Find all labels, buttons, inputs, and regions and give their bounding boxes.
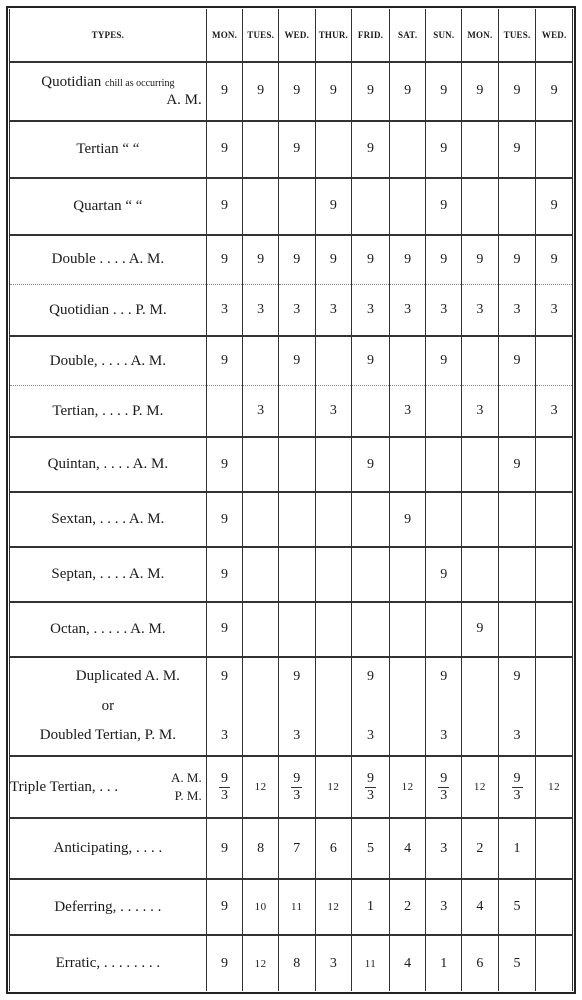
day-cell: 9 bbox=[278, 121, 315, 178]
day-cell: 3 bbox=[426, 818, 462, 879]
row-label bbox=[10, 437, 207, 492]
day-cell: 9 bbox=[243, 235, 279, 285]
day-cell bbox=[206, 696, 243, 717]
fraction-pm: 3 bbox=[513, 787, 521, 803]
day-cell bbox=[498, 386, 536, 438]
day-cell: 9 bbox=[498, 657, 536, 696]
day-cell bbox=[278, 696, 315, 717]
row-label bbox=[10, 756, 207, 818]
day-cell: 1 bbox=[498, 818, 536, 879]
day-cell: 9 bbox=[352, 336, 390, 386]
row-label-main: Triple Tertian, . . . bbox=[10, 778, 119, 795]
day-cell bbox=[389, 121, 426, 178]
header-row bbox=[10, 9, 573, 62]
day-cell bbox=[462, 717, 499, 756]
row-label bbox=[10, 657, 207, 696]
day-cell bbox=[243, 696, 279, 717]
day-cell: 2 bbox=[462, 818, 499, 879]
day-cell: 9 bbox=[315, 235, 352, 285]
header-day: SAT. bbox=[389, 9, 426, 62]
fraction bbox=[438, 771, 449, 804]
row-label-main: Quartan “ “ bbox=[73, 197, 143, 214]
day-cell bbox=[426, 602, 462, 657]
day-cell bbox=[462, 492, 499, 547]
day-cell: 9 bbox=[315, 62, 352, 121]
day-cell: 9 bbox=[206, 336, 243, 386]
day-cell: 9 bbox=[206, 602, 243, 657]
day-cell bbox=[315, 492, 352, 547]
day-cell: 11 bbox=[352, 935, 390, 991]
header-day: WED. bbox=[536, 9, 573, 62]
day-cell bbox=[206, 756, 243, 818]
day-cell bbox=[243, 492, 279, 547]
header-day: FRID. bbox=[352, 9, 390, 62]
day-cell bbox=[243, 121, 279, 178]
day-cell: 9 bbox=[426, 121, 462, 178]
day-cell: 9 bbox=[426, 547, 462, 602]
day-cell: 3 bbox=[426, 717, 462, 756]
day-cell bbox=[243, 602, 279, 657]
day-cell bbox=[462, 178, 499, 235]
row-label-main: Anticipating, . . . . bbox=[53, 840, 163, 857]
day-cell: 4 bbox=[389, 818, 426, 879]
day-cell: 9 bbox=[278, 657, 315, 696]
day-cell: 12 bbox=[243, 935, 279, 991]
day-cell: 9 bbox=[426, 62, 462, 121]
day-cell: 3 bbox=[498, 284, 536, 336]
day-cell: 9 bbox=[206, 818, 243, 879]
day-cell: 3 bbox=[426, 284, 462, 336]
day-cell: 9 bbox=[498, 62, 536, 121]
row-label-main: Septan, . . . . A. M. bbox=[51, 566, 165, 583]
day-cell bbox=[426, 437, 462, 492]
day-cell bbox=[278, 547, 315, 602]
day-cell bbox=[315, 121, 352, 178]
day-cell bbox=[243, 336, 279, 386]
day-cell: 3 bbox=[278, 717, 315, 756]
day-cell: 3 bbox=[498, 717, 536, 756]
day-cell bbox=[498, 602, 536, 657]
table-row-quotidian bbox=[10, 62, 573, 121]
table-row-sextan bbox=[10, 492, 573, 547]
fraction-pm: 3 bbox=[440, 787, 448, 803]
fraction-pm: 3 bbox=[367, 787, 375, 803]
row-label-main: Tertian, . . . . P. M. bbox=[52, 402, 164, 419]
header-types: TYPES. bbox=[10, 9, 207, 62]
row-label-main: Quotidian bbox=[41, 73, 102, 90]
row-label bbox=[10, 935, 207, 991]
day-cell bbox=[352, 492, 390, 547]
day-cell bbox=[462, 657, 499, 696]
table-row-duplicated-am bbox=[10, 657, 573, 696]
day-cell bbox=[536, 717, 573, 756]
day-cell: 3 bbox=[315, 284, 352, 336]
day-cell: 9 bbox=[206, 492, 243, 547]
day-cell: 9 bbox=[206, 62, 243, 121]
day-cell: 5 bbox=[498, 935, 536, 991]
day-cell: 12 bbox=[243, 756, 279, 818]
day-cell bbox=[389, 696, 426, 717]
day-cell: 5 bbox=[352, 818, 390, 879]
day-cell bbox=[352, 756, 390, 818]
row-label-ampm: A. M. bbox=[166, 91, 202, 108]
day-cell: 9 bbox=[243, 62, 279, 121]
day-cell bbox=[278, 437, 315, 492]
day-cell: 3 bbox=[315, 386, 352, 438]
day-cell bbox=[462, 696, 499, 717]
day-cell bbox=[536, 547, 573, 602]
fraction-pm: 3 bbox=[293, 787, 301, 803]
day-cell: 3 bbox=[462, 284, 499, 336]
day-cell bbox=[278, 602, 315, 657]
table-row-septan bbox=[10, 547, 573, 602]
row-label bbox=[10, 235, 207, 285]
day-cell bbox=[536, 437, 573, 492]
day-cell bbox=[243, 547, 279, 602]
header-day: WED. bbox=[278, 9, 315, 62]
row-label bbox=[10, 62, 207, 121]
row-label bbox=[10, 818, 207, 879]
day-cell: 9 bbox=[352, 62, 390, 121]
fraction-am: 9 bbox=[367, 770, 375, 786]
row-label-main: Sextan, . . . . A. M. bbox=[51, 511, 165, 528]
day-cell: 8 bbox=[243, 818, 279, 879]
day-cell bbox=[426, 386, 462, 438]
day-cell: 9 bbox=[536, 62, 573, 121]
table-row-octan bbox=[10, 602, 573, 657]
day-cell: 1 bbox=[352, 879, 390, 935]
day-cell: 6 bbox=[462, 935, 499, 991]
day-cell: 9 bbox=[206, 935, 243, 991]
table-row-quartan bbox=[10, 178, 573, 235]
day-cell bbox=[462, 121, 499, 178]
row-label-main: or bbox=[101, 697, 115, 714]
day-cell bbox=[426, 492, 462, 547]
table-row-double-tertian-pm bbox=[10, 386, 573, 438]
row-label-main: Double, . . . . A. M. bbox=[49, 352, 166, 369]
day-cell: 9 bbox=[278, 62, 315, 121]
row-label bbox=[10, 602, 207, 657]
day-cell: 9 bbox=[389, 235, 426, 285]
row-label-main: Erratic, . . . . . . . . bbox=[55, 955, 161, 972]
day-cell: 3 bbox=[352, 717, 390, 756]
day-cell: 9 bbox=[498, 121, 536, 178]
fraction-am: 9 bbox=[293, 770, 301, 786]
day-cell: 3 bbox=[389, 284, 426, 336]
day-cell bbox=[352, 547, 390, 602]
day-cell: 9 bbox=[206, 121, 243, 178]
day-cell: 3 bbox=[243, 284, 279, 336]
day-cell: 9 bbox=[278, 336, 315, 386]
day-cell: 3 bbox=[206, 717, 243, 756]
day-cell: 9 bbox=[206, 178, 243, 235]
row-label bbox=[10, 178, 207, 235]
day-cell bbox=[389, 717, 426, 756]
day-cell: 4 bbox=[462, 879, 499, 935]
day-cell: 4 bbox=[389, 935, 426, 991]
table-row-erratic bbox=[10, 935, 573, 991]
day-cell: 9 bbox=[206, 437, 243, 492]
day-cell: 9 bbox=[426, 178, 462, 235]
day-cell bbox=[315, 547, 352, 602]
row-label-main: Octan, . . . . . A. M. bbox=[50, 620, 166, 637]
day-cell: 6 bbox=[315, 818, 352, 879]
row-label bbox=[10, 284, 207, 336]
day-cell: 3 bbox=[536, 386, 573, 438]
table-row-double-quotidian-am bbox=[10, 235, 573, 285]
row-label-main: Duplicated A. M. bbox=[75, 668, 180, 685]
fraction-am: 9 bbox=[221, 770, 229, 786]
day-cell bbox=[389, 437, 426, 492]
header-day: MON. bbox=[206, 9, 243, 62]
day-cell bbox=[389, 602, 426, 657]
table-row-deferring bbox=[10, 879, 573, 935]
table-row-quintan bbox=[10, 437, 573, 492]
row-label-main: Quintan, . . . . A. M. bbox=[47, 456, 169, 473]
day-cell bbox=[206, 386, 243, 438]
day-cell bbox=[315, 717, 352, 756]
row-label bbox=[10, 121, 207, 178]
day-cell bbox=[352, 386, 390, 438]
day-cell: 7 bbox=[278, 818, 315, 879]
table-row-double-tertian-am bbox=[10, 336, 573, 386]
day-cell bbox=[462, 437, 499, 492]
table-row-double-quotidian-pm bbox=[10, 284, 573, 336]
day-cell bbox=[389, 178, 426, 235]
day-cell bbox=[243, 437, 279, 492]
day-cell bbox=[536, 818, 573, 879]
day-cell: 3 bbox=[278, 284, 315, 336]
malaria-types-table bbox=[9, 9, 573, 991]
header-day: TUES. bbox=[498, 9, 536, 62]
row-label-main: Double . . . . A. M. bbox=[51, 251, 165, 268]
day-cell bbox=[315, 336, 352, 386]
table-row-tertian bbox=[10, 121, 573, 178]
fraction-am: 9 bbox=[440, 770, 448, 786]
day-cell bbox=[352, 696, 390, 717]
day-cell: 9 bbox=[462, 235, 499, 285]
header-day: THUR. bbox=[315, 9, 352, 62]
row-label bbox=[10, 492, 207, 547]
day-cell bbox=[315, 696, 352, 717]
row-label-main: Doubled Tertian, P. M. bbox=[39, 727, 176, 744]
day-cell bbox=[536, 696, 573, 717]
day-cell bbox=[243, 657, 279, 696]
row-label-main: Quotidian . . . P. M. bbox=[49, 301, 167, 318]
day-cell: 9 bbox=[206, 657, 243, 696]
row-label bbox=[10, 336, 207, 386]
day-cell: 3 bbox=[536, 284, 573, 336]
day-cell: 9 bbox=[315, 178, 352, 235]
day-cell bbox=[536, 657, 573, 696]
day-cell: 9 bbox=[536, 178, 573, 235]
day-cell bbox=[536, 121, 573, 178]
day-cell: 9 bbox=[426, 235, 462, 285]
day-cell: 3 bbox=[426, 879, 462, 935]
row-label-pm: P. M. bbox=[174, 788, 202, 804]
day-cell: 3 bbox=[389, 386, 426, 438]
day-cell: 12 bbox=[462, 756, 499, 818]
header-day: MON. bbox=[462, 9, 499, 62]
day-cell bbox=[389, 657, 426, 696]
day-cell bbox=[536, 492, 573, 547]
day-cell: 9 bbox=[536, 235, 573, 285]
day-cell: 12 bbox=[315, 879, 352, 935]
day-cell: 5 bbox=[498, 879, 536, 935]
row-label-main: Tertian “ “ bbox=[76, 140, 140, 157]
row-label bbox=[10, 386, 207, 438]
row-label bbox=[10, 879, 207, 935]
day-cell bbox=[462, 336, 499, 386]
day-cell: 12 bbox=[536, 756, 573, 818]
day-cell bbox=[498, 178, 536, 235]
day-cell: 3 bbox=[243, 386, 279, 438]
day-cell: 9 bbox=[352, 121, 390, 178]
day-cell: 12 bbox=[315, 756, 352, 818]
day-cell bbox=[389, 547, 426, 602]
day-cell: 9 bbox=[426, 336, 462, 386]
day-cell bbox=[536, 602, 573, 657]
day-cell bbox=[243, 178, 279, 235]
row-label bbox=[10, 696, 207, 717]
day-cell bbox=[315, 657, 352, 696]
day-cell bbox=[536, 879, 573, 935]
day-cell bbox=[243, 717, 279, 756]
day-cell: 9 bbox=[462, 602, 499, 657]
day-cell bbox=[498, 547, 536, 602]
fraction bbox=[365, 771, 376, 804]
row-label-main: Deferring, . . . . . . bbox=[54, 898, 162, 915]
day-cell: 9 bbox=[352, 235, 390, 285]
header-day: SUN. bbox=[426, 9, 462, 62]
fraction bbox=[512, 771, 523, 804]
table-row-triple-tertian bbox=[10, 756, 573, 818]
day-cell: 3 bbox=[352, 284, 390, 336]
day-cell bbox=[278, 756, 315, 818]
fraction bbox=[219, 771, 230, 804]
day-cell: 9 bbox=[389, 492, 426, 547]
day-cell: 9 bbox=[352, 437, 390, 492]
day-cell: 9 bbox=[498, 437, 536, 492]
day-cell: 8 bbox=[278, 935, 315, 991]
day-cell: 2 bbox=[389, 879, 426, 935]
row-label bbox=[10, 547, 207, 602]
row-label bbox=[10, 717, 207, 756]
day-cell bbox=[315, 437, 352, 492]
day-cell: 11 bbox=[278, 879, 315, 935]
fraction-am: 9 bbox=[513, 770, 521, 786]
day-cell: 12 bbox=[389, 756, 426, 818]
table-row-anticipating bbox=[10, 818, 573, 879]
day-cell: 3 bbox=[206, 284, 243, 336]
day-cell: 9 bbox=[206, 879, 243, 935]
day-cell: 9 bbox=[498, 336, 536, 386]
table-row-duplicated-pm bbox=[10, 717, 573, 756]
day-cell bbox=[426, 756, 462, 818]
day-cell: 9 bbox=[498, 235, 536, 285]
row-label-note: chill as occurring bbox=[105, 77, 175, 89]
day-cell bbox=[536, 336, 573, 386]
day-cell: 9 bbox=[278, 235, 315, 285]
day-cell bbox=[352, 178, 390, 235]
fraction bbox=[291, 771, 302, 804]
day-cell bbox=[389, 336, 426, 386]
table-row-duplicated-or bbox=[10, 696, 573, 717]
day-cell bbox=[278, 178, 315, 235]
day-cell bbox=[498, 492, 536, 547]
day-cell bbox=[426, 696, 462, 717]
day-cell: 1 bbox=[426, 935, 462, 991]
day-cell bbox=[498, 756, 536, 818]
day-cell bbox=[315, 602, 352, 657]
day-cell bbox=[278, 492, 315, 547]
day-cell: 3 bbox=[315, 935, 352, 991]
day-cell bbox=[462, 547, 499, 602]
day-cell: 9 bbox=[206, 547, 243, 602]
fraction-pm: 3 bbox=[221, 787, 229, 803]
day-cell: 9 bbox=[462, 62, 499, 121]
day-cell: 9 bbox=[206, 235, 243, 285]
day-cell: 9 bbox=[389, 62, 426, 121]
day-cell bbox=[498, 696, 536, 717]
day-cell bbox=[536, 935, 573, 991]
day-cell bbox=[278, 386, 315, 438]
day-cell: 10 bbox=[243, 879, 279, 935]
row-label-am: A. M. bbox=[171, 770, 202, 786]
day-cell: 3 bbox=[462, 386, 499, 438]
day-cell: 9 bbox=[352, 657, 390, 696]
header-day: TUES. bbox=[243, 9, 279, 62]
day-cell: 9 bbox=[426, 657, 462, 696]
day-cell bbox=[352, 602, 390, 657]
